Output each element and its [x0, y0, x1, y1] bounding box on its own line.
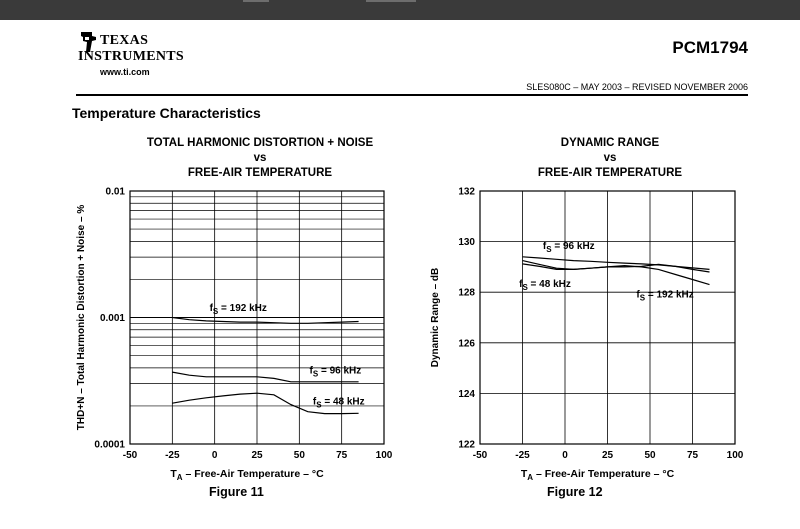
- logo-text-line2: INSTRUMENTS: [78, 49, 184, 64]
- series-label: $f_S = 48$ kHz: [312, 396, 365, 410]
- x-axis-label: $T_A$ – Free-Air Temperature – °C: [170, 468, 324, 480]
- chart-title-line: vs: [253, 152, 267, 164]
- part-number: PCM1794: [672, 38, 748, 57]
- document-reference: SLES080C – MAY 2003 – REVISED NOVEMBER 2006: [526, 82, 748, 92]
- logo-text-line1: TEXAS: [100, 33, 149, 48]
- x-tick-label: -50: [122, 450, 138, 461]
- y-tick-label: 0.001: [99, 313, 125, 324]
- series-label: $f_S = 192$ kHz: [636, 289, 694, 303]
- toolbar-tab-marker: [243, 0, 269, 2]
- section-title: Temperature Characteristics: [72, 105, 261, 121]
- x-tick-label: 0: [562, 450, 568, 461]
- chart-title-line: DYNAMIC RANGE: [560, 137, 660, 149]
- chart-title-dynamic-range: [460, 136, 760, 181]
- figure-label-11: Figure 11: [209, 485, 264, 499]
- x-tick-label: 75: [336, 450, 348, 461]
- thd-chart: [60, 180, 420, 480]
- chart-title-line: FREE-AIR TEMPERATURE: [187, 167, 333, 179]
- x-tick-label: 50: [644, 450, 656, 461]
- series-label: $f_S = 96$ kHz: [309, 365, 362, 379]
- x-tick-label: -50: [472, 450, 488, 461]
- chart-title-line: TOTAL HARMONIC DISTORTION + NOISE: [146, 137, 374, 149]
- chart-title-line: FREE-AIR TEMPERATURE: [537, 167, 683, 179]
- y-tick-label: 122: [458, 439, 475, 451]
- x-axis-label: $T_A$ – Free-Air Temperature – °C: [520, 468, 675, 480]
- y-tick-label: 132: [458, 186, 475, 198]
- y-tick-label: 0.01: [105, 186, 125, 198]
- y-tick-label: 130: [458, 237, 475, 249]
- y-axis-label: THD+N – Total Harmonic Distortion + Noise – %: [76, 204, 87, 431]
- toolbar-tab-marker: [366, 0, 416, 2]
- x-tick-label: -25: [515, 450, 530, 461]
- x-tick-label: 75: [686, 450, 699, 461]
- y-tick-label: 128: [458, 287, 475, 299]
- chart-title-thd: [110, 136, 410, 181]
- y-tick-label: 126: [458, 338, 475, 350]
- x-tick-label: 50: [293, 450, 305, 461]
- series-label: $f_S = 96$ kHz: [542, 241, 595, 255]
- y-tick-label: 124: [458, 388, 475, 400]
- series-line: [172, 318, 358, 324]
- viewer-top-bar: [0, 0, 800, 20]
- header-divider: [76, 94, 748, 96]
- x-tick-label: -25: [165, 450, 180, 461]
- x-tick-label: 25: [251, 450, 263, 461]
- ti-logo: [78, 28, 198, 78]
- x-tick-label: 100: [726, 450, 744, 461]
- dynamic-range-chart: [418, 180, 770, 480]
- x-tick-label: 0: [211, 450, 218, 461]
- y-tick-label: 0.0001: [94, 439, 125, 451]
- x-tick-label: 100: [375, 450, 393, 461]
- chart-title-line: vs: [603, 152, 617, 164]
- x-tick-label: 25: [601, 450, 614, 461]
- series-label: $f_S = 48$ kHz: [519, 279, 571, 293]
- y-axis-label: Dynamic Range – dB: [430, 267, 441, 368]
- series-line: [523, 264, 710, 272]
- series-label: $f_S = 192$ kHz: [209, 302, 267, 316]
- figure-label-12: Figure 12: [547, 485, 603, 499]
- logo-url: www.ti.com: [100, 67, 150, 77]
